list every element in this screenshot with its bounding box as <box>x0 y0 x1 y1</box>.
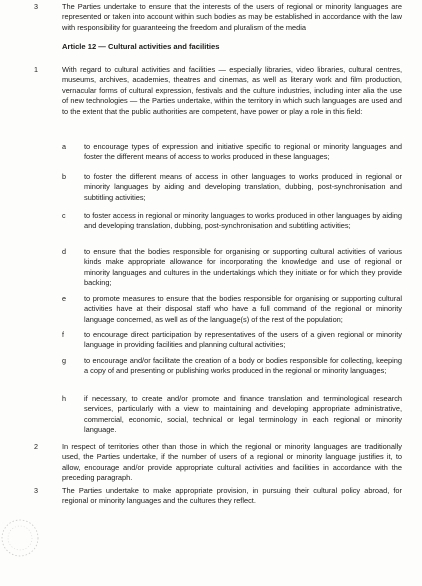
article-title: Article 12 — Cultural activities and facilities <box>62 42 220 51</box>
paragraph-number: 2 <box>34 442 38 451</box>
paragraph-number: 1 <box>34 65 38 74</box>
list-item-letter: d <box>62 247 66 256</box>
paragraph-number: 3 <box>34 2 38 11</box>
list-item-text: to promote measures to ensure that the bodies responsible for organising or supporting cultural activities have at their disposal staff who have a full command of the regional or minority language concerned, as well as of the language(s) of the rest of the population; <box>84 294 402 324</box>
list-item-letter: h <box>62 394 66 403</box>
list-item-letter: e <box>62 294 66 303</box>
paragraph-number: 3 <box>34 486 38 495</box>
list-item-text: to encourage types of expression and initiative specific to regional or minority languages and foster the different means of access to works produced in these languages; <box>84 142 402 162</box>
list-item-text: to encourage direct participation by representatives of the users of a given regional or minority language in providing facilities and planning cultural activities; <box>84 330 402 350</box>
paragraph-text: With regard to cultural activities and facilities — especially libraries, video libraries, cultural centres, museums, archives, academies, theatres and cinemas, as well as literary work and film production, vernacular forms of cultural expression, festivals and the culture industries, including inter alia the use of new technologies — the Parties undertake, within the territory in which such languages are used and to the extent that the public authorities are competent, have power or play a role in this field: <box>62 65 402 116</box>
list-item-text: to encourage and/or facilitate the creation of a body or bodies responsible for collecting, keeping a copy of and presenting or publishing works produced in the regional or minority languages; <box>84 356 402 376</box>
list-item-text: to foster access in regional or minority languages to works produced in other languages by aiding and developing translation, dubbing, post-synchronisation and subtitling activities; <box>84 211 402 231</box>
list-item-letter: c <box>62 211 66 220</box>
list-item-letter: g <box>62 356 66 365</box>
paragraph-text: In respect of territories other than those in which the regional or minority languages are traditionally used, the Parties undertake, if the number of users of a regional or minority language justifies it, to allow, encourage and/or provide appropriate cultural activities and facilities in accordance with the preceding paragraph. <box>62 442 402 483</box>
list-item-text: to foster the different means of access in other languages to works produced in regional or minority languages by aiding and developing translation, dubbing, post-synchronisation and subtitling activities; <box>84 172 402 202</box>
list-item-letter: a <box>62 142 66 151</box>
paragraph-text: The Parties undertake to make appropriate provision, in pursuing their cultural policy abroad, for regional or minority languages and the cultures they reflect. <box>62 486 402 506</box>
list-item-text: if necessary, to create and/or promote and finance translation and terminological research services, particularly with a view to maintaining and developing appropriate administrative, commercial, economic, social, technical or legal terminology in each regional or minority language. <box>84 394 402 435</box>
list-item-letter: f <box>62 330 64 339</box>
stamp-smudge-icon <box>0 508 48 568</box>
list-item-text: to ensure that the bodies responsible for organising or supporting cultural activities of various kinds make appropriate allowance for incorporating the knowledge and use of regional or minority languages and cultures in the undertakings which they initiate or for which they provide backing; <box>84 247 402 288</box>
list-item-letter: b <box>62 172 66 181</box>
paragraph-text: The Parties undertake to ensure that the interests of the users of regional or minority languages are represented or taken into account within such bodies as may be established in accordance with the law with responsibility for guaranteeing the freedom and pluralism of the media <box>62 2 402 32</box>
